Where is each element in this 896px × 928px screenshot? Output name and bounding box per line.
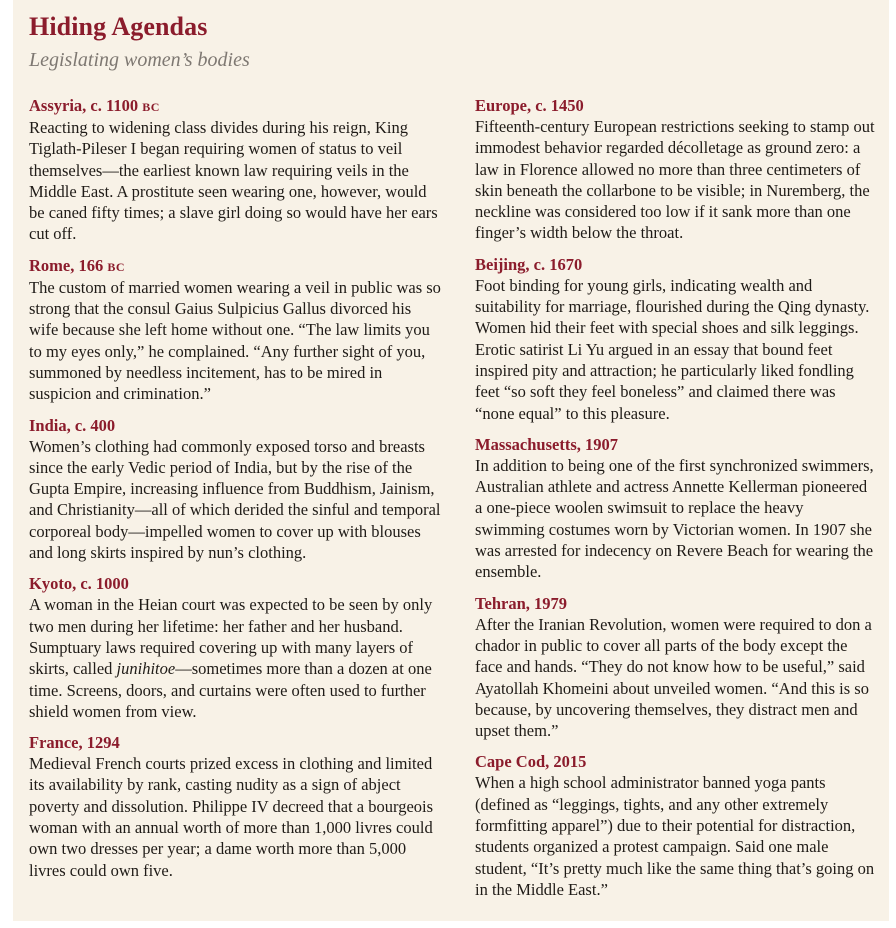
page-title: Hiding Agendas xyxy=(29,12,208,41)
entry-heading: France, 1294 xyxy=(29,733,120,753)
entry-rome xyxy=(29,256,441,405)
entry-place: Rome, 166 xyxy=(29,255,104,275)
entry-tehran xyxy=(475,594,875,742)
entry-heading xyxy=(29,256,441,277)
entry-heading: India, c. 400 xyxy=(29,415,116,435)
entry-massachusetts xyxy=(475,435,875,583)
entry-text: Fifteenth-century European restrictions seeking to stamp out immodest behavior regarded décolletage as ground zero: a law in Florence allowed no more than three centimeters of skin beneath the collarbone to be visible; in Nuremberg, the neckline was considered too low if it sank more than one finger’s width below the throat. xyxy=(475,117,875,243)
entry-heading: Beijing, c. 1670 xyxy=(475,254,583,274)
entry-heading: Massachusetts, 1907 xyxy=(475,434,618,454)
entry-text xyxy=(29,594,441,722)
entry-india xyxy=(29,416,441,564)
entry-era: BC xyxy=(107,259,126,274)
entry-text-part: —sometimes more than a dozen at one time. Screens, doors, and curtains were often used to further shield women from view. xyxy=(29,659,432,721)
entry-heading: Cape Cod, 2015 xyxy=(475,752,587,772)
entries-columns xyxy=(29,96,875,911)
entry-text: In addition to being one of the first synchronized swimmers, Australian athlete and actress Annette Kellerman pioneered a one-piece woolen swimsuit to replace the heavy swimming costumes worn by Victorian women. In 1907 she was arrested for indecency on Revere Beach for wearing the ensemble. xyxy=(475,455,874,582)
page-subtitle: Legislating women’s bodies xyxy=(29,49,250,71)
entry-heading: Europe, c. 1450 xyxy=(475,96,584,115)
entry-text: Foot binding for young girls, indicating wealth and suitability for marriage, flourished during the Qing dynasty. Women hid their feet with special shoes and silk leggings. Erotic satirist Li Yu argued in an essay that bound feet inspired pity and attraction; he particularly liked fondling feet “so soft they feel boneless” and claimed there was “none equal” to this pleasure. xyxy=(475,275,870,423)
entry-era: BC xyxy=(142,100,160,114)
entry-cape-cod xyxy=(475,752,875,900)
entry-france xyxy=(29,733,441,881)
entry-text: After the Iranian Revolution, women were required to don a chador in public to cover all parts of the body except the face and hands. “They do not know how to be useful,” said Ayatollah Khomeini about unveiled women. “And this is so because, by uncovering themselves, they distract men and upset them.” xyxy=(475,614,872,741)
entry-text-part: A woman in the Heian court was expected to be seen by only two men during her lifetime: her father and her husband. Sumptuary laws required covering up with many layers of skirts, called xyxy=(29,595,433,679)
article-panel xyxy=(13,0,889,921)
entry-assyria xyxy=(29,96,441,245)
entry-text: When a high school administrator banned yoga pants (defined as “leggings, tights, and any other extremely formfitting apparel”) due to their potential for distraction, students organized a protest campaign. Said one male student, “It’s pretty much like the same thing that’s going on in the Middle East.” xyxy=(475,773,875,899)
entry-heading xyxy=(29,96,441,117)
entry-text: Women’s clothing had commonly exposed torso and breasts since the early Vedic period of India, but by the rise of the Gupta Empire, increasing influence from Buddhism, Jainism, and Christianity—all of which derided the sinful and temporal corporeal body—impelled women to cover up with blouses and long skirts inspired by nun’s clothing. xyxy=(29,436,441,563)
entry-text-italic: junihitoe xyxy=(116,659,176,679)
entry-heading: Tehran, 1979 xyxy=(475,593,567,613)
entry-beijing xyxy=(475,255,875,424)
entry-place: Assyria, c. 1100 xyxy=(29,96,139,115)
left-column xyxy=(29,96,441,911)
entry-kyoto xyxy=(29,574,441,722)
entry-europe xyxy=(475,96,875,244)
entry-text: Medieval French courts prized excess in clothing and limited its availability by rank, casting nudity as a sign of abject poverty and dissolution. Philippe IV decreed that a bourgeois woman with an annual worth of more than 1,000 livres could own two dresses per year; a dame worth more than 5,000 livres could own five. xyxy=(29,754,434,880)
entry-heading: Kyoto, c. 1000 xyxy=(29,574,129,594)
right-column xyxy=(475,96,875,911)
entry-text: The custom of married women wearing a veil in public was so strong that the consul Gaius Sulpicius Gallus divorced his wife because she left home without one. “The law limits you to my eyes only,” he complained. “Any further sight of you, summoned by needless incitement, has to be mired in suspicion and crimination.” xyxy=(29,277,441,404)
entry-text: Reacting to widening class divides during his reign, King Tiglath-Pileser I began requiring women of status to veil themselves—the earliest known law requiring veils in the Middle East. A prostitute seen wearing one, however, would be caned fifty times; a slave girl doing so would have her ears cut off. xyxy=(29,118,438,244)
